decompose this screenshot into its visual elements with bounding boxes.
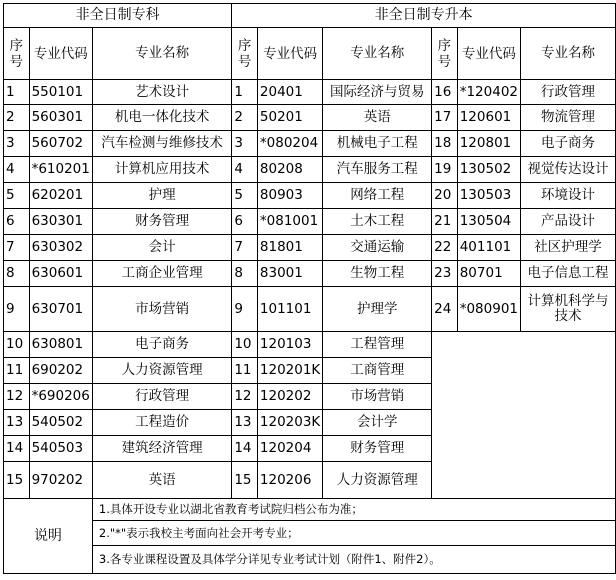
table-row — [4, 80, 616, 105]
header-code: 专业代码 — [29, 28, 92, 80]
table-row — [4, 183, 616, 209]
zhuanke-code: 690202 — [29, 358, 92, 384]
zsb-no: 16 — [432, 80, 458, 105]
table-row — [4, 235, 616, 261]
table-row — [4, 157, 616, 183]
zhuanke-name: 行政管理 — [92, 384, 231, 410]
zsb-no: 17 — [432, 105, 458, 131]
zsb-no: 21 — [432, 209, 458, 235]
zsb-code: 101101 — [257, 287, 322, 332]
zhuanke-code: 630601 — [29, 261, 92, 287]
zhuanke-no: 1 — [4, 80, 30, 105]
zsb-name: 财务管理 — [323, 436, 432, 462]
zhuanke-name: 工商企业管理 — [92, 261, 231, 287]
zsb-code: 80903 — [257, 183, 322, 209]
zhuanke-no: 10 — [4, 332, 30, 358]
table-row — [4, 131, 616, 157]
zhuanke-code: *610201 — [29, 157, 92, 183]
zsb-name: 会计学 — [323, 410, 432, 436]
zsb-no: 18 — [432, 131, 458, 157]
zsb-no: 22 — [432, 235, 458, 261]
zhuanke-name: 机电一体化技术 — [92, 105, 231, 131]
zhuanke-name: 会计 — [92, 235, 231, 261]
zsb-no: 20 — [432, 183, 458, 209]
zsb-code: 80208 — [257, 157, 322, 183]
zsb-no: 6 — [232, 209, 258, 235]
zsb-no: 4 — [232, 157, 258, 183]
column-header-row — [4, 28, 616, 80]
zsb-name: 网络工程 — [323, 183, 432, 209]
zhuanke-no: 2 — [4, 105, 30, 131]
zhuanke-no: 4 — [4, 157, 30, 183]
zsb-code: 130502 — [457, 157, 520, 183]
note-line: 1.具体开设专业以湖北省教育考试院归档公布为准； — [92, 499, 615, 521]
zsb-name: 土木工程 — [323, 209, 432, 235]
zhuanke-code: 630302 — [29, 235, 92, 261]
zhuanke-title: 非全日制专科 — [4, 4, 232, 28]
zhuanke-no: 12 — [4, 384, 30, 410]
zhuanke-name: 艺术设计 — [92, 80, 231, 105]
zsb-code: *080901 — [457, 287, 520, 332]
header-code: 专业代码 — [257, 28, 322, 80]
zhuanke-code: *690206 — [29, 384, 92, 410]
zsb-code: 20401 — [257, 80, 322, 105]
zsb-name: 英语 — [323, 105, 432, 131]
zhuanke-no: 6 — [4, 209, 30, 235]
zsb-no: 10 — [232, 332, 258, 358]
note-line: 3.各专业课程设置及具体学分详见专业考试计划（附件1、附件2）。 — [92, 546, 615, 574]
note-line: 2."*"表示我校主考面向社会开考专业； — [92, 521, 615, 546]
note-row — [4, 499, 616, 521]
header-name: 专业名称 — [92, 28, 231, 80]
zhuanke-name: 英语 — [92, 462, 231, 499]
zhuanke-no: 11 — [4, 358, 30, 384]
zsb-no: 5 — [232, 183, 258, 209]
zsb-name: 国际经济与贸易 — [323, 80, 432, 105]
table-row — [4, 332, 616, 358]
table-row — [4, 261, 616, 287]
zsb-no: 7 — [232, 235, 258, 261]
zsb-code: 80701 — [457, 261, 520, 287]
zsb-no: 13 — [232, 410, 258, 436]
zsb-no: 9 — [232, 287, 258, 332]
zsb-no: 2 — [232, 105, 258, 131]
zsb-code: 120203K — [257, 410, 322, 436]
zhuanke-no: 8 — [4, 261, 30, 287]
zsb-name: 护理学 — [323, 287, 432, 332]
zsb-name: 视觉传达设计 — [521, 157, 616, 183]
header-xuhao: 序号 — [232, 28, 258, 80]
zsb-name: 环境设计 — [521, 183, 616, 209]
zsb-code: 120801 — [457, 131, 520, 157]
header-xuhao: 序号 — [432, 28, 458, 80]
zhuanke-name: 护理 — [92, 183, 231, 209]
zsb-name: 市场营销 — [323, 384, 432, 410]
zhuanke-name: 计算机应用技术 — [92, 157, 231, 183]
zhuanke-no: 9 — [4, 287, 30, 332]
zsb-name: 行政管理 — [521, 80, 616, 105]
zsb-no: 15 — [232, 462, 258, 499]
header-name: 专业名称 — [323, 28, 432, 80]
zsb-code: 120601 — [457, 105, 520, 131]
zsb-name: 社区护理学 — [521, 235, 616, 261]
zsb-code: *081001 — [257, 209, 322, 235]
zsb-name: 交通运输 — [323, 235, 432, 261]
zsb-name: 汽车服务工程 — [323, 157, 432, 183]
zsb-code: *120402 — [457, 80, 520, 105]
zhuanke-no: 3 — [4, 131, 30, 157]
notes-label: 说明 — [4, 499, 93, 574]
table-row — [4, 287, 616, 332]
program-table — [3, 3, 616, 574]
zsb-name: 物流管理 — [521, 105, 616, 131]
zsb-no: 23 — [432, 261, 458, 287]
zhuanke-code: 970202 — [29, 462, 92, 499]
zhuanke-code: 560301 — [29, 105, 92, 131]
zsb-no: 8 — [232, 261, 258, 287]
zhuanke-code: 630701 — [29, 287, 92, 332]
zsb-code: 81801 — [257, 235, 322, 261]
zhuanke-code: 630801 — [29, 332, 92, 358]
zsb-code: 83001 — [257, 261, 322, 287]
zsb-code: 130504 — [457, 209, 520, 235]
zhuanke-code: 540503 — [29, 436, 92, 462]
section-title-row — [4, 4, 616, 28]
zhuanke-code: 620201 — [29, 183, 92, 209]
zsb-code: 120204 — [257, 436, 322, 462]
zsb-no: 12 — [232, 384, 258, 410]
zhuanke-code: 630301 — [29, 209, 92, 235]
note-row — [4, 521, 616, 546]
header-name: 专业名称 — [521, 28, 616, 80]
zsb-name: 工程管理 — [323, 332, 432, 358]
zhuanke-name: 市场营销 — [92, 287, 231, 332]
zsb-name: 产品设计 — [521, 209, 616, 235]
empty-area — [432, 332, 616, 499]
zsb-no: 24 — [432, 287, 458, 332]
zhuanke-name: 电子商务 — [92, 332, 231, 358]
zhuanke-name: 汽车检测与维修技术 — [92, 131, 231, 157]
zhuanke-name: 财务管理 — [92, 209, 231, 235]
zhuanke-no: 14 — [4, 436, 30, 462]
zhuanke-name: 建筑经济管理 — [92, 436, 231, 462]
zsb-no: 1 — [232, 80, 258, 105]
zhuanke-no: 5 — [4, 183, 30, 209]
zsb-name: 机械电子工程 — [323, 131, 432, 157]
zsb-code: 130503 — [457, 183, 520, 209]
zhuanke-code: 560702 — [29, 131, 92, 157]
zsb-code: *080204 — [257, 131, 322, 157]
zsb-no: 11 — [232, 358, 258, 384]
zsb-name: 人力资源管理 — [323, 462, 432, 499]
zsb-code: 401101 — [457, 235, 520, 261]
zhuanke-name: 人力资源管理 — [92, 358, 231, 384]
zsb-name: 生物工程 — [323, 261, 432, 287]
zsb-code: 120202 — [257, 384, 322, 410]
table-row — [4, 105, 616, 131]
program-table-wrapper — [3, 3, 616, 574]
zhuanke-no: 7 — [4, 235, 30, 261]
zsb-name: 电子信息工程 — [521, 261, 616, 287]
table-row — [4, 209, 616, 235]
note-row — [4, 546, 616, 574]
header-xuhao: 序号 — [4, 28, 30, 80]
header-code: 专业代码 — [457, 28, 520, 80]
zsb-no: 19 — [432, 157, 458, 183]
zsb-code: 50201 — [257, 105, 322, 131]
zhuanke-code: 540502 — [29, 410, 92, 436]
zsb-name: 电子商务 — [521, 131, 616, 157]
zsb-no: 3 — [232, 131, 258, 157]
zhuanshengben-title: 非全日制专升本 — [232, 4, 616, 28]
zhuanke-code: 550101 — [29, 80, 92, 105]
zhuanke-no: 15 — [4, 462, 30, 499]
zsb-no: 14 — [232, 436, 258, 462]
zsb-code: 120206 — [257, 462, 322, 499]
zsb-code: 120201K — [257, 358, 322, 384]
zsb-name: 工商管理 — [323, 358, 432, 384]
zsb-name: 计算机科学与技术 — [521, 287, 616, 332]
zhuanke-no: 13 — [4, 410, 30, 436]
zhuanke-name: 工程造价 — [92, 410, 231, 436]
zsb-code: 120103 — [257, 332, 322, 358]
